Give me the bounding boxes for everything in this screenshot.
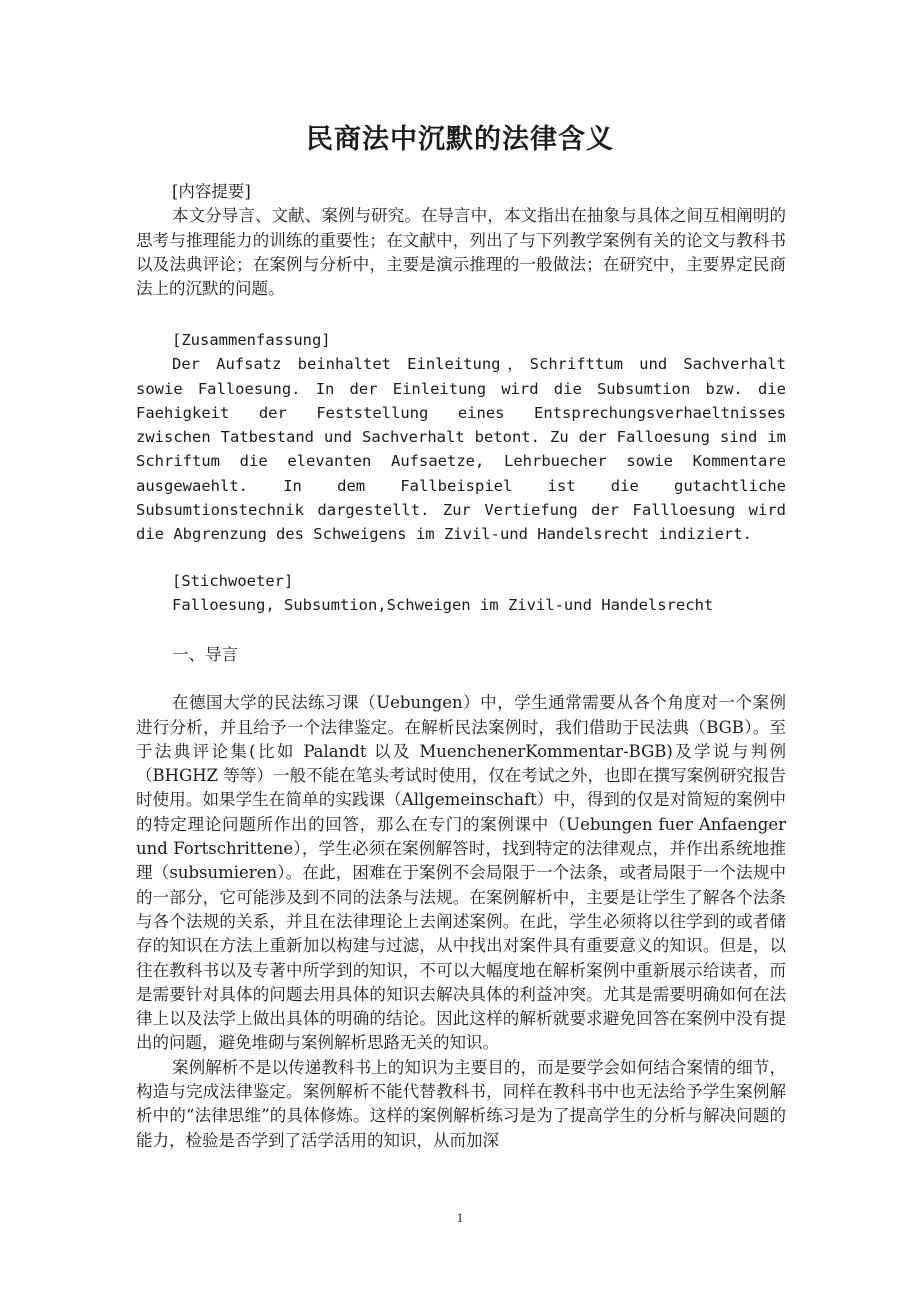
section-1-paragraph-2: 案例解析不是以传递教科书上的知识为主要目的，而是要学会如何结合案情的细节，构造与完成法律鉴定。案例解析不能代替教科书，同样在教科书中也无法给予学生案例解析中的“法律思维”的具体修炼。这样的案例解析练习是为了提高学生的分析与解决问题的能力，检验是否学到了活学活用的知识，从而加深 bbox=[136, 1057, 786, 1150]
stichwoerter-text: Falloesung, Subsumtion,Schweigen im Zivil-und Handelsrecht bbox=[172, 596, 714, 615]
abstract-text: 本文分导言、文献、案例与研究。在导言中，本文指出在抽象与具体之间互相阐明的思考与推理能力的训练的重要性；在文献中，列出了与下列教学案例有关的论文与教科书以及法典评论；在案例与分析中，主要是演示推理的一般做法；在研究中，主要界定民商法上的沉默的问题。 bbox=[136, 206, 786, 299]
zusammenfassung-section bbox=[136, 328, 786, 547]
zusammenfassung-heading: [Zusammenfassung] bbox=[172, 331, 331, 349]
section-1 bbox=[136, 643, 786, 1153]
stichwoerter-section bbox=[136, 569, 786, 618]
stichwoerter-heading: [Stichwoeter] bbox=[172, 572, 294, 590]
document-title: 民商法中沉默的法律含义 bbox=[306, 124, 614, 155]
abstract-heading: [内容提要] bbox=[172, 182, 251, 201]
zusammenfassung-text: Der Aufsatz beinhaltet Einleitung，Schrifttum und Sachverhalt sowie Falloesung. In der Einleitung wird die Subsumtion bzw. die Faehigkeit der Feststellung eines Entsprechungsverhaeltnisses zwischen Tatbestand und Sachverhalt betont. Zu der Falloesung sind im Schriftum die elevanten Aufsaetze, Lehrbuecher sowie Kommentare ausgewaehlt. In dem Fallbeispiel ist die gutachtliche Subsumtionstechnik dargestellt. Zur Vertiefung der Fallloesung wird die Abgrenzung des Schweigens im Zivil-und Handelsrecht indiziert. bbox=[136, 355, 786, 544]
abstract-section bbox=[136, 180, 786, 301]
section-1-heading: 一、导言 bbox=[172, 645, 238, 664]
section-1-paragraph-1: 在德国大学的民法练习课（Uebungen）中，学生通常需要从各个角度对一个案例进行分析，并且给予一个法律鉴定。在解析民法案例时，我们借助于民法典（BGB）。至于法典评论集(比如 Palandt 以及 MuenchenerKommentar-BGB)及学说与判例（BHGHZ 等等）一般不能在笔头考试时使用，仅在考试之外，也即在撰写案例研究报告时使用。如果学生在简单的实践课（Allgemeinschaft）中，得到的仅是对简短的案例中的特定理论问题所作出的回答，那么在专门的案例课中（Uebungen fuer Anfaenger und Fortschrittene），学生必须在案例解答时，找到特定的法律观点，并作出系统地推理（subsumieren）。在此，困难在于案例不会局限于一个法条，或者局限于一个法规中的一部分，它可能涉及到不同的法条与法规。在案例解析中，主要是让学生了解各个法条与各个法规的关系，并且在法律理论上去阐述案例。在此，学生必须将以往学到的或者储存的知识在方法上重新加以构建与过滤，从中找出对案件具有重要意义的知识。但是，以往在教科书以及专著中所学到的知识，不可以大幅度地在解析案例中重新展示给读者，而是需要针对具体的问题去用具体的知识去解决具体的利益冲突。尤其是需要明确如何在法律上以及法学上做出具体的明确的结论。因此这样的解析就要求避免回答在案例中没有提出的问题，避免堆砌与案例解析思路无关的知识。 bbox=[136, 693, 786, 1053]
page-number: 1 bbox=[456, 1210, 464, 1225]
